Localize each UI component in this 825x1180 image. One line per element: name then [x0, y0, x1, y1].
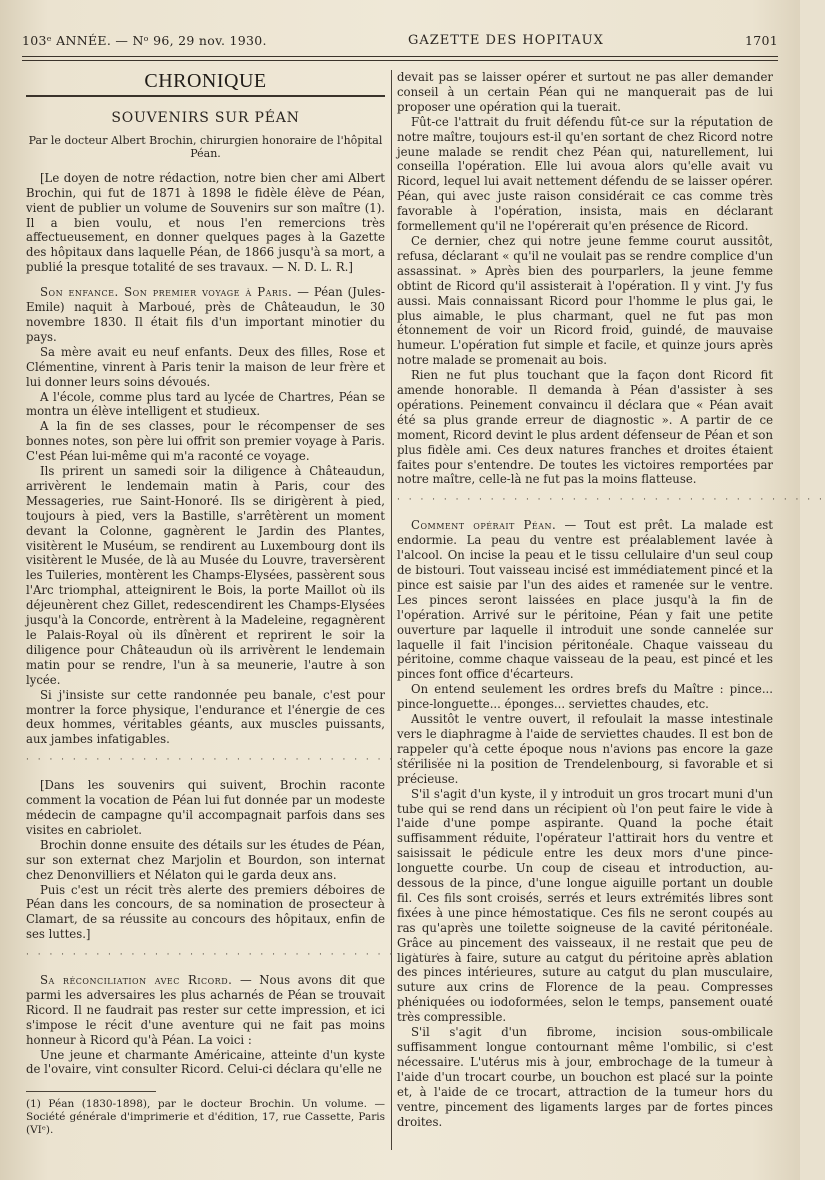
header-rule [22, 56, 778, 57]
editor-note: Puis c'est un récit très alerte des premiers déboires de Péan dans les concours, de sa nomination de prosecteur à Clamart, de sa réussite au concours des hôpitaux, enfin de ses luttes.] [26, 882, 385, 942]
page-header [22, 26, 778, 54]
footnote-rule [26, 1091, 156, 1092]
paragraph: On entend seulement les ordres brefs du Maître : pince... pince-longuette... éponges... serviettes chaudes, etc. [397, 682, 773, 712]
paragraph: Aussitôt le ventre ouvert, il refoulait la masse intestinale vers le diaphragme à l'aide de serviettes chaudes. Il est bon de rappeler qu'à cette époque nous n'avions pas encore la gaze stérilisée ni la position de Trendelenbourg, si favorable et si précieuse. [397, 712, 773, 786]
editor-note: [Le doyen de notre rédaction, notre bien cher ami Albert Brochin, qui fut de 1871 à 1898 le fidèle élève de Péan, vient de publier un volume de Souvenirs sur son maître (1). Il a bien voulu, et nous l'en remercions très affectueusement, en donner quelques pages à la Gazette des hôpitaux dans laquelle Péan, de 1866 jusqu'à sa mort, a publié la presque totalité de ses travaux. — N. D. L. R.] [26, 170, 385, 275]
subsection-heading: Sa réconciliation avec Ricord. [40, 973, 233, 988]
issue-info: 103ᵉ ANNÉE. — Nᵒ 96, 29 nov. 1930. [22, 32, 267, 48]
paragraph: Ce dernier, chez qui notre jeune femme courut aussitôt, refusa, déclarant « qu'il ne voulait pas se rendre complice d'un assassinat. » Après bien des pourparlers, la jeune femme obtint de Ricord qu'il assisterait à l'opération. Il y vint. J'y fus aussi. Mais connaissant Ricord pour l'homme le plus gai, le plus aimable, le plus charmant, quel ne fut pas mon étonnement de voir un Ricord froid, guindé, de mauvaise humeur. L'opération fut simple et facile, et quinze jours après notre malade se promenait au bois. [397, 233, 773, 368]
dotted-separator: · · · · · · · · · · · · · · · · · · · · · · · · · · · · · · · · · · · · [26, 755, 443, 766]
paragraph: Son enfance. Son premier voyage à Paris. — Péan (Jules-Emile) naquit à Marboué, près de Châteaudun, le 30 novembre 1830. Il était fils d'un important minotier du pays. [26, 285, 385, 344]
footnote: (1) Péan (1830-1898), par le docteur Brochin. Un volume. — Société générale d'imprimerie et d'édition, 17, rue Cassette, Paris (VIᵉ). [26, 1098, 385, 1137]
paragraph: Sa réconciliation avec Ricord. — Nous avons dit que parmi les adversaires les plus acharnés de Péan se trouvait Ricord. Il ne faudrait pas rester sur cette impression, et ici s'impose le récit d'une aventure qui ne fait pas moins honneur à Ricord qu'à Péan. La voici : [26, 973, 386, 1047]
paragraph: Une jeune et charmante Américaine, atteinte d'un kyste de l'ovaire, vint consulter Ricord. Celui-ci déclara qu'elle ne [26, 1047, 385, 1077]
paragraph: Rien ne fut plus touchant que la façon dont Ricord fit amende honorable. Il demanda à Péan d'assister à ses opérations. Peinement convaincu il déclara que « Péan avait été sa plus grande erreur de diagnostic ». A partir de ce moment, Ricord devint le plus ardent défenseur de Péan et son plus fidèle ami. Ces deux natures franches et droites étaient faites pour s'entendre. De toutes les victoires remportées par notre maître, celle-là ne fut pas la moins flatteuse. [397, 368, 773, 487]
page-number: 1701 [744, 32, 778, 48]
dotted-separator: · · · · · · · · · · · · · · · · · · · · · · · · · · · · · · · · · · · · · [397, 495, 825, 506]
paragraph: A la fin de ses classes, pour le récompenser de ses bonnes notes, son père lui offrit son premier voyage à Paris. C'est Péan lui-même qui m'a raconté ce voyage. [26, 419, 385, 464]
paragraph: Fût-ce l'attrait du fruit défendu fût-ce sur la réputation de notre maître, toujours est-il qu'en sortant de chez Ricord notre jeune malade se rendit chez Péan qui, naturellement, lui conseilla l'opération. Elle lui avoua alors qu'elle avait vu Ricord, lequel lui avait nettement défendu de se laisser opérer. Péan, qui avec juste raison considérait ce cas comme très favorable à l'opération, insista, mais en déclarant formellement qu'il ne l'opérerait qu'en présence de Ricord. [397, 114, 773, 234]
paragraph: devait pas se laisser opérer et surtout ne pas aller demander conseil à un certain Péan qui ne manquerait pas de lui proposer une opération qui la tuerait. [397, 70, 773, 114]
article-byline: Par le docteur Albert Brochin, chirurgien honoraire de l'hôpital Péan. [28, 133, 383, 161]
subsection-heading: Comment opérait Péan. [411, 518, 557, 533]
subsection-heading: Son enfance. Son premier voyage à Paris. [40, 285, 293, 300]
paragraph: S'il s'agit d'un fibrome, incision sous-ombilicale suffisamment longue contournant même l'ombilic, si c'est nécessaire. L'utérus mis à jour, embrochage de la tumeur à l'aide d'un trocart courbe, un bouchon est placé sur la pointe et, à l'aide de ce trocart, attraction de la tumeur hors du ventre, pincement des ligaments larges par de fortes pinces droites. [397, 1025, 773, 1129]
section-heading: CHRONIQUE [144, 70, 267, 92]
article-title: SOUVENIRS SUR PÉAN [111, 109, 300, 126]
section-rule [26, 95, 385, 97]
header-rule-double [22, 60, 778, 61]
left-column [26, 70, 443, 1150]
journal-title: GAZETTE DES HOPITAUX [407, 32, 604, 48]
paragraph: Ils prirent un samedi soir la diligence à Châteaudun, arrivèrent le lendemain matin à Paris, cour des Messageries, rue Saint-Honoré. Ils se dirigèrent à pied, toujours à pied, vers la Bastille, s'arrêtèrent un moment devant la Colonne, gagnèrent le Jardin des Plantes, visitèrent le Muséum, se rendirent au Luxembourg dont ils visitèrent le Musée, de là au Musée du Louvre, traversèrent les Tuileries, montèrent les Champs-Elysées, passèrent sous l'Arc triomphal, atteignirent le Bois, la porte Maillot où ils déjeunèrent chez Gillet, redescendirent les Champs-Elysées jusqu'à la Concorde, entrèrent à la Madeleine, regagnèrent le Palais-Royal où ils dînèrent et reprirent le soir la diligence pour Châteaudun où ils arrivèrent le lendemain matin pour se rendre, l'un à sa meunerie, l'autre à son lycée. [26, 464, 385, 687]
editor-note: Brochin donne ensuite des détails sur les études de Péan, sur son externat chez Marjolin et Bourdon, son internat chez Denonvilliers et Nélaton qui le garda deux ans. [26, 837, 385, 882]
paragraph: S'il s'agit d'un kyste, il y introduit un gros trocart muni d'un tube qui se rend dans un récipient où l'on peut faire le vide à l'aide d'une pompe aspirante. Quand la poche était suffisamment réduite, l'opérateur l'attirait hors du ventre et saisissait le pédicule entre les deux mors d'une pince-longuette courbe. Un coup de ciseau et introduction, au-dessous de la pince, d'une longue aiguille portant un double fil. Ces fils sont croisés, serrés et leurs extrémités libres sont fixées à une pince hémostatique. Ces fils ne seront coupés au ras qu'après une toilette soigneuse de la cavité péritonéale. Grâce au pincement des vaisseaux, il ne restait que peu de ligatures à faire, suture au catgut du péritoine après ablation des pinces intérieures, suture au catgut du plan musculaire, suture aux crins de Florence de la peau. Compresses phéniquées ou iodoformées, selon le temps, pansement ouaté très compressible. [397, 786, 773, 1025]
paragraph: Comment opérait Péan. — Tout est prêt. La malade est endormie. La peau du ventre est préalablement lavée à l'alcool. On incise la peau et le tissu cellulaire d'un seul coup de bistouri. Tout vaisseau incisé est immédiatement pincé et la pince est saisie par l'un des aides et ramenée sur le ventre. Les pinces seront laissées en place jusqu'à la fin de l'opération. Arrivé sur le péritoine, Péan y fait une petite ouverture par laquelle il introduit une sonde cannelée sur laquelle il fait l'incision péritonéale. Chaque vaisseau du péritoine, comme chaque vaisseau de la peau, est pincé et les pinces font office d'écarteurs. [397, 518, 773, 682]
editor-note: [Dans les souvenirs qui suivent, Brochin raconte comment la vocation de Péan lui fut donnée par un modeste médecin de campagne qu'il accompagnait parfois dans ses visites en cabriolet. [26, 778, 385, 837]
paragraph: A l'école, comme plus tard au lycée de Chartres, Péan se montra un élève intelligent et studieux. [26, 389, 385, 419]
column-divider [391, 70, 392, 1150]
paragraph: Sa mère avait eu neuf enfants. Deux des filles, Rose et Clémentine, vinrent à Paris tenir la maison de leur frère et lui donner leurs soins dévoués. [26, 344, 385, 389]
paragraph: Si j'insiste sur cette randonnée peu banale, c'est pour montrer la force physique, l'endurance et l'énergie de ces deux hommes, véritables géants, aux muscles puissants, aux jambes infatigables. [26, 687, 385, 747]
dotted-separator: · · · · · · · · · · · · · · · · · · · · · · · · · · · · · · · · · · · · [26, 950, 443, 961]
right-column [397, 70, 825, 1150]
